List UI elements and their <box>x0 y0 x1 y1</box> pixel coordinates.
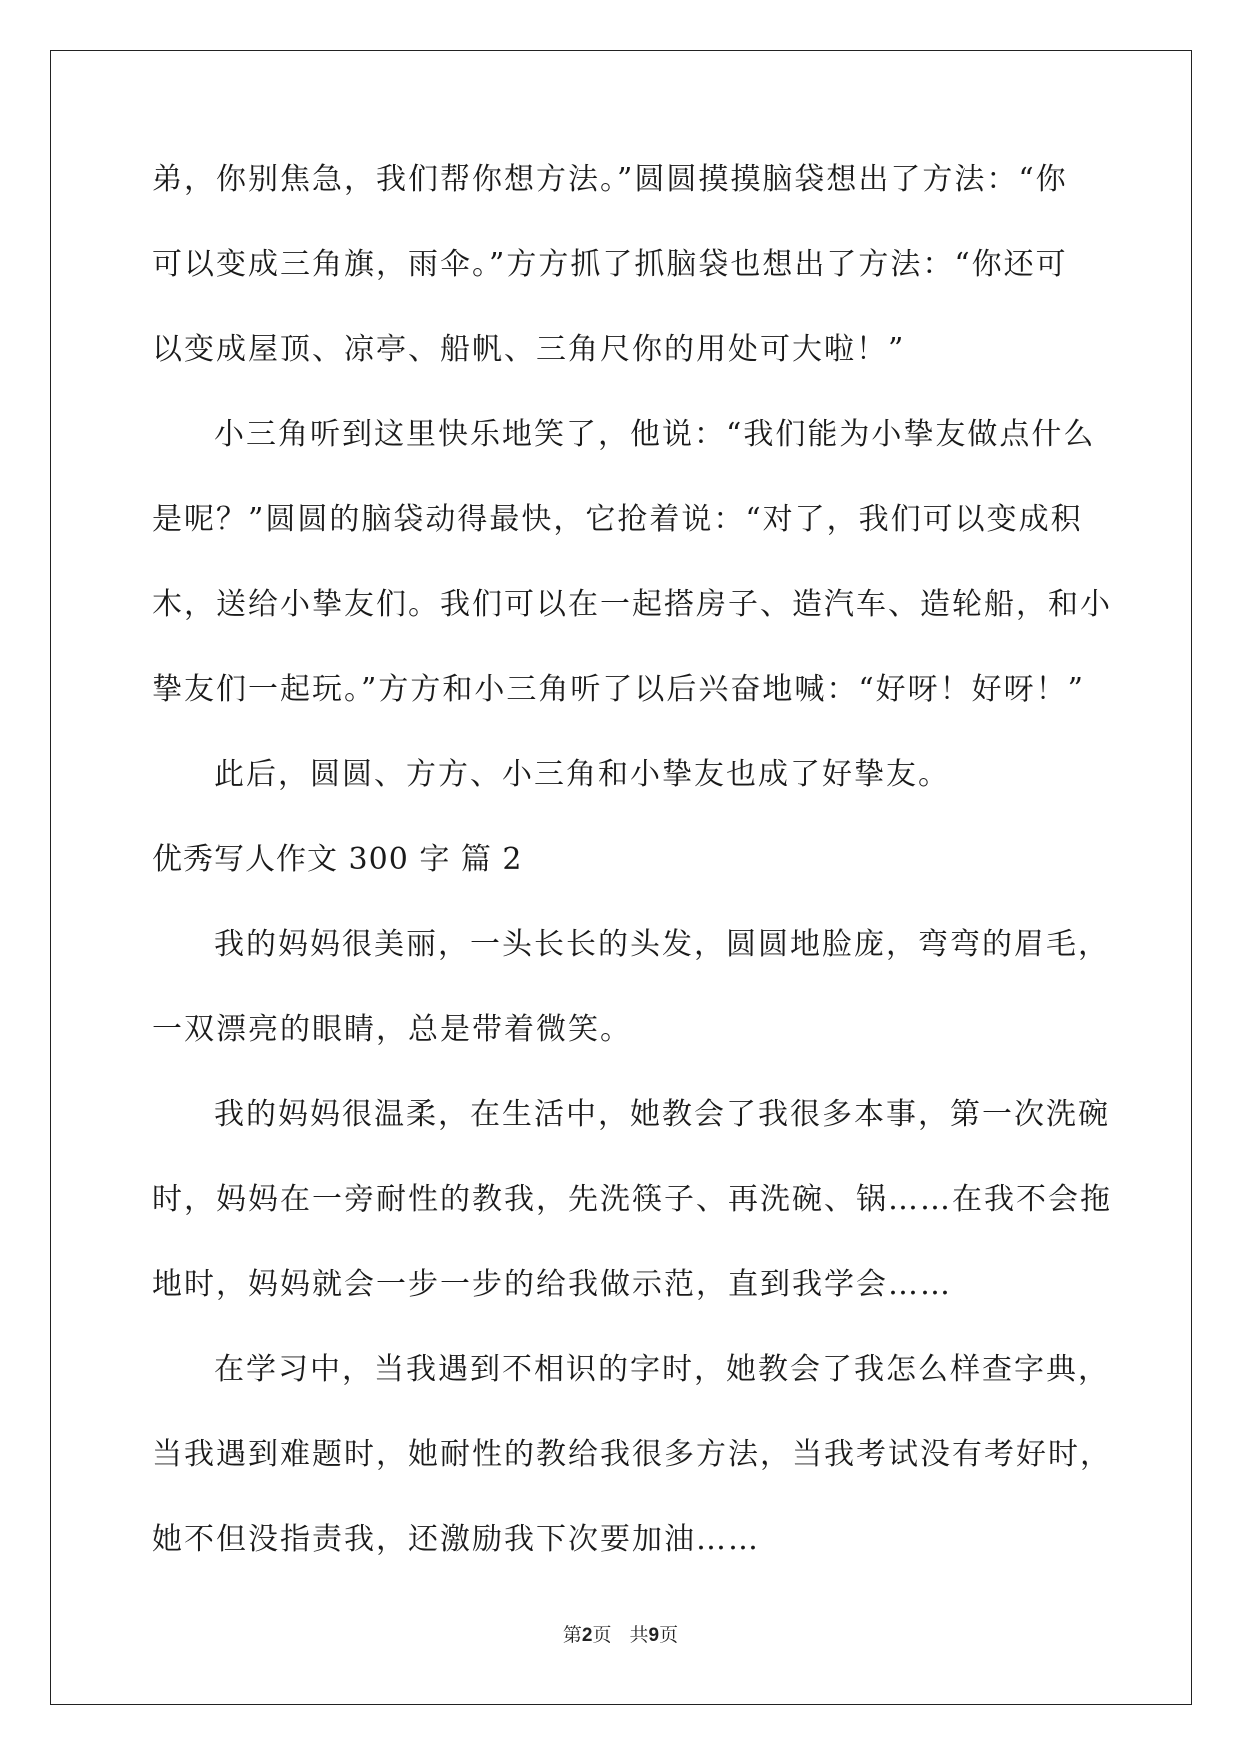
page-footer <box>0 1623 1241 1648</box>
text-line-1: 弟，你别焦急，我们帮你想方法。”圆圆摸摸脑袋想出了方法：“你 <box>152 162 1068 197</box>
text-line-5: 是呢？”圆圆的脑袋动得最快，它抢着说：“对了，我们可以变成积 <box>152 502 1083 537</box>
section-heading: 优秀写人作文 300 字 篇 2 <box>152 842 523 877</box>
text-line-12: 我的妈妈很温柔，在生活中，她教会了我很多本事，第一次洗碗 <box>214 1097 1110 1132</box>
total-page-count: 9 <box>648 1625 660 1646</box>
text-line-10: 我的妈妈很美丽，一头长长的头发，圆圆地脸庞，弯弯的眉毛， <box>214 927 1110 962</box>
total-prefix: 共 <box>629 1624 649 1646</box>
text-line-16: 当我遇到难题时，她耐性的教给我很多方法，当我考试没有考好时， <box>152 1437 1112 1472</box>
text-line-17: 她不但没指责我，还激励我下次要加油…… <box>152 1522 760 1557</box>
text-line-6: 木，送给小挚友们。我们可以在一起搭房子、造汽车、造轮船，和小 <box>152 587 1112 622</box>
text-line-7: 挚友们一起玩。”方方和小三角听了以后兴奋地喊：“好呀！好呀！” <box>152 672 1086 707</box>
text-line-11: 一双漂亮的眼睛，总是带着微笑。 <box>152 1012 632 1047</box>
page-suffix: 页 <box>592 1624 612 1646</box>
text-line-13: 时，妈妈在一旁耐性的教我，先洗筷子、再洗碗、锅……在我不会拖 <box>152 1182 1112 1217</box>
total-suffix: 页 <box>659 1624 679 1646</box>
page-prefix: 第 <box>562 1624 582 1646</box>
text-line-3: 以变成屋顶、凉亭、船帆、三角尺你的用处可大啦！” <box>152 332 906 367</box>
document-body <box>152 160 1112 1605</box>
text-line-2: 可以变成三角旗，雨伞。”方方抓了抓脑袋也想出了方法：“你还可 <box>152 247 1068 282</box>
text-line-4: 小三角听到这里快乐地笑了，他说：“我们能为小挚友做点什么 <box>214 417 1096 452</box>
current-page-number: 2 <box>581 1625 593 1646</box>
text-line-14: 地时，妈妈就会一步一步的给我做示范，直到我学会…… <box>152 1267 952 1302</box>
text-line-8: 此后，圆圆、方方、小三角和小挚友也成了好挚友。 <box>214 757 950 792</box>
text-line-15: 在学习中，当我遇到不相识的字时，她教会了我怎么样查字典， <box>214 1352 1110 1387</box>
